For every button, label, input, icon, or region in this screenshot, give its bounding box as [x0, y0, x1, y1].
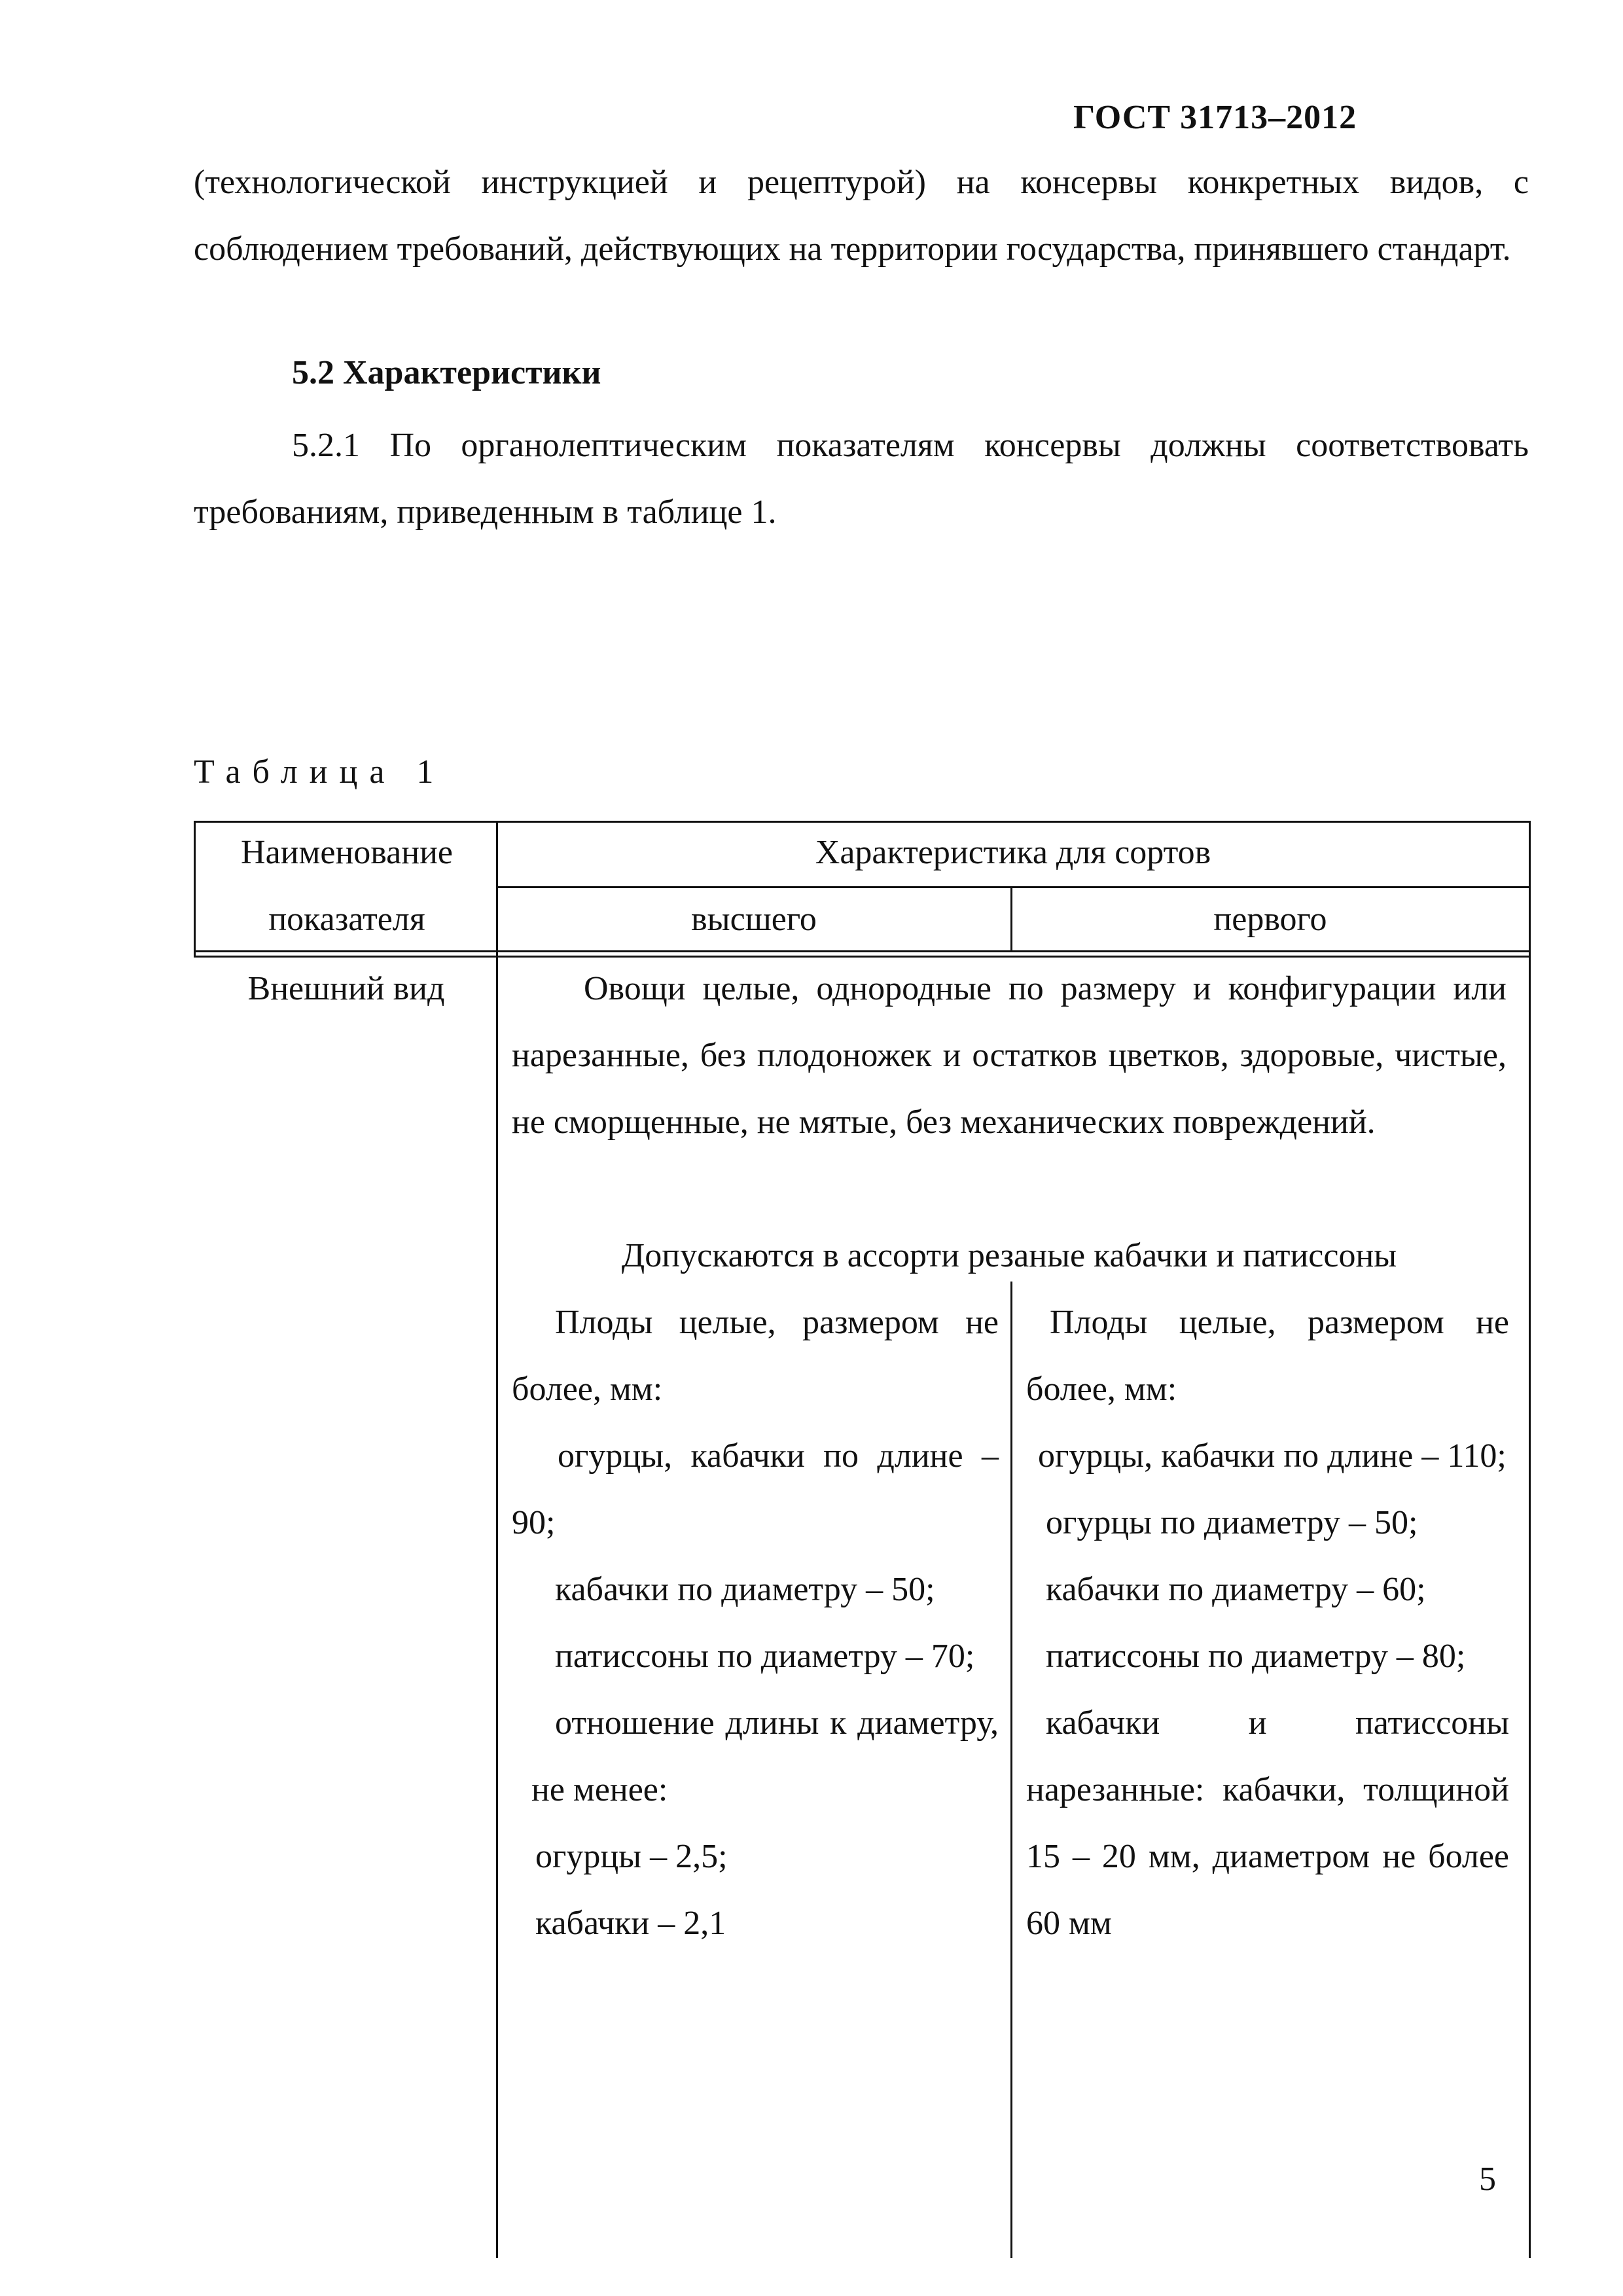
row-common-paragraph-2: Допускаются в ассорти резаные кабачки и патиссоны	[621, 1237, 1397, 1274]
document-header-code: ГОСТ 31713–2012	[1073, 99, 1357, 136]
table-right-border	[1529, 821, 1531, 2258]
header-indicator-label: Наименование показателя	[241, 834, 453, 938]
first-line: огурцы, кабачки по длине – 110;	[1038, 1437, 1507, 1475]
first-line: патиссоны по диаметру – 80;	[1046, 1638, 1466, 1675]
highest-line: отношение длины к диаметру, не менее:	[531, 1704, 999, 1808]
highest-line: огурцы, кабачки по длине – 90;	[512, 1437, 999, 1541]
header-grade-first: первого	[1213, 901, 1327, 938]
intro-paragraph: (технологической инструкцией и рецептурой) на консервы конкретных видов, с соблюдением требований, действующих на территории государства, принявшего стандарт.	[194, 164, 1529, 268]
highest-line: кабачки по диаметру – 50;	[555, 1571, 935, 1608]
section-paragraph: 5.2.1 По органолептическим показателям консервы должны соответствовать требованиям, приведенным в таблице 1.	[194, 427, 1529, 531]
page-number: 5	[1479, 2161, 1496, 2198]
first-line: кабачки и патиссоны нарезанные: кабачки, толщиной 15 – 20 мм, диаметром не более 60 мм	[1026, 1704, 1509, 1942]
header-characteristic-label: Характеристика для сортов	[815, 834, 1211, 871]
row-common-paragraph-1: Овощи целые, однородные по размеру и конфигурации или нарезанные, без плодоножек и остатков цветков, здоровые, чистые, не сморщенные, не мятые, без механических повреждений.	[512, 970, 1507, 1141]
highest-line: патиссоны по диаметру – 70;	[555, 1638, 975, 1675]
first-grade-cell	[1026, 1289, 1509, 1957]
highest-line: Плоды целые, размером не более, мм:	[512, 1304, 999, 1408]
highest-line: огурцы – 2,5;	[535, 1838, 728, 1875]
row-indicator: Внешний вид	[247, 970, 445, 1007]
table-caption: Таблица 1	[194, 753, 446, 791]
highest-line: кабачки – 2,1	[535, 1905, 726, 1942]
first-line: кабачки по диаметру – 60;	[1046, 1571, 1426, 1608]
first-line: огурцы по диаметру – 50;	[1046, 1504, 1418, 1541]
highest-grade-cell	[512, 1289, 999, 1957]
header-grade-highest: высшего	[691, 901, 817, 938]
table-col-divider-main	[496, 821, 498, 2258]
table-body-grade-divider	[1010, 1282, 1012, 2258]
first-line: Плоды целые, размером не более, мм:	[1026, 1304, 1509, 1408]
section-title: 5.2 Характеристики	[292, 354, 601, 391]
table-left-border	[194, 821, 196, 957]
